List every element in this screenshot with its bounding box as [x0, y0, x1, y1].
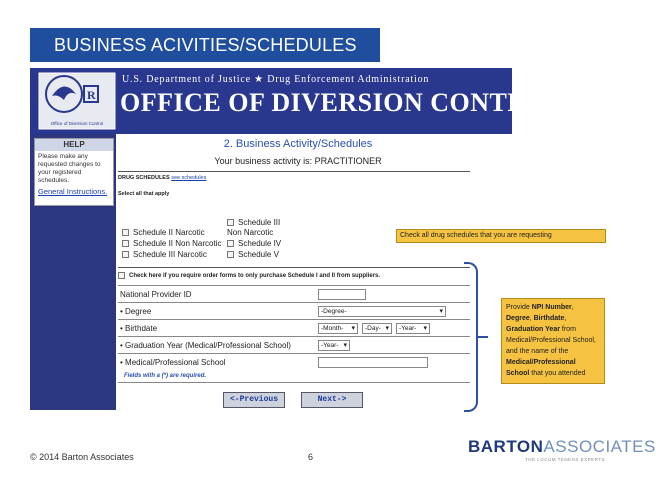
help-box	[34, 138, 114, 206]
checkbox[interactable]	[227, 219, 234, 226]
checkbox[interactable]	[227, 240, 234, 247]
divider	[118, 267, 470, 268]
schedule-v[interactable]: Schedule V	[227, 250, 279, 259]
divider	[118, 171, 470, 172]
left-sidebar	[30, 134, 116, 410]
school-label: • Medical/Professional School	[120, 358, 226, 367]
business-activity-text: Your business activity is: PRACTITIONER	[214, 156, 382, 166]
provide-info-callout: Provide NPI Number, Degree, Birthdate, Graduation Year from Medical/Professional School, and the name of the Medical/Professional School that you attended	[501, 298, 605, 384]
slide-title: BUSINESS ACIVITIES/SCHEDULES	[54, 35, 357, 55]
office-title: OFFICE OF DIVERSION CONTROL	[120, 88, 566, 117]
barton-logo: BARTONASSOCIATES	[468, 437, 656, 456]
order-forms-option[interactable]: Check here if you require order forms to only purchase Schedule I and II from suppliers.	[118, 272, 380, 279]
divider	[118, 382, 470, 383]
form-content	[118, 134, 512, 410]
birthdate-row	[118, 319, 470, 336]
checkbox[interactable]	[227, 251, 234, 258]
svg-text:R: R	[87, 88, 96, 102]
doj-line: U.S. Department of Justice ★ Drug Enforcement Administration	[122, 74, 430, 85]
required-note: Fields with a (*) are required.	[124, 373, 207, 379]
schedule-ii-non-narcotic[interactable]: Schedule II Non Narcotic	[122, 239, 222, 248]
section-title: 2. Business Activity/Schedules	[223, 138, 373, 150]
npi-row	[118, 285, 470, 302]
schedule-iii-non-narcotic[interactable]: Schedule III Non Narcotic	[227, 218, 281, 237]
npi-input[interactable]	[318, 289, 366, 300]
slide-title-banner	[30, 28, 380, 62]
school-row	[118, 353, 470, 370]
degree-label: • Degree	[120, 307, 152, 316]
drug-schedules-heading: DRUG SCHEDULES see schedules	[118, 175, 207, 181]
dea-seal-icon	[38, 72, 116, 130]
schedule-ii-narcotic[interactable]: Schedule II Narcotic	[122, 228, 205, 237]
schedules-callout: Check all drug schedules that you are requesting	[396, 229, 606, 243]
doj-header	[30, 68, 566, 134]
select-all-label: Select all that apply	[118, 191, 170, 197]
see-schedules-link[interactable]: see schedules	[171, 175, 207, 181]
bracket-line	[464, 262, 478, 412]
help-heading: HELP	[35, 139, 113, 151]
degree-select[interactable]: -Degree- ▾	[318, 306, 446, 317]
footer-copyright: © 2014 Barton Associates	[30, 452, 134, 462]
checkbox[interactable]	[122, 251, 129, 258]
bracket-tick	[478, 336, 488, 338]
next-button[interactable]: Next->	[301, 392, 363, 408]
grad-year-select[interactable]: -Year- ▾	[318, 340, 350, 351]
schedule-iv[interactable]: Schedule IV	[227, 239, 281, 248]
checkbox[interactable]	[122, 229, 129, 236]
school-input[interactable]	[318, 357, 428, 368]
general-instructions-link[interactable]: General Instructions.	[38, 187, 108, 196]
grad-year-label: • Graduation Year (Medical/Professional School)	[120, 341, 291, 350]
checkbox[interactable]	[122, 240, 129, 247]
npi-label: National Provider ID	[120, 290, 192, 299]
birthdate-label: • Birthdate	[120, 324, 158, 333]
help-text: Please make any requested changes to your registered schedules.	[38, 153, 101, 184]
birth-day-select[interactable]: -Day- ▾	[362, 323, 392, 334]
birth-month-select[interactable]: -Month- ▾	[318, 323, 358, 334]
schedule-iii-narcotic[interactable]: Schedule III Narcotic	[122, 250, 207, 259]
degree-row	[118, 302, 470, 319]
grad-year-row	[118, 336, 470, 353]
birth-year-select[interactable]: -Year- ▾	[396, 323, 430, 334]
previous-button[interactable]: <-Previous	[223, 392, 285, 408]
checkbox[interactable]	[118, 272, 125, 279]
svg-text:Office of Diversion Control: Office of Diversion Control	[50, 121, 104, 126]
page-number: 6	[308, 452, 314, 462]
logo-tagline: THE LOCUM TENENS EXPERTS	[525, 457, 606, 462]
